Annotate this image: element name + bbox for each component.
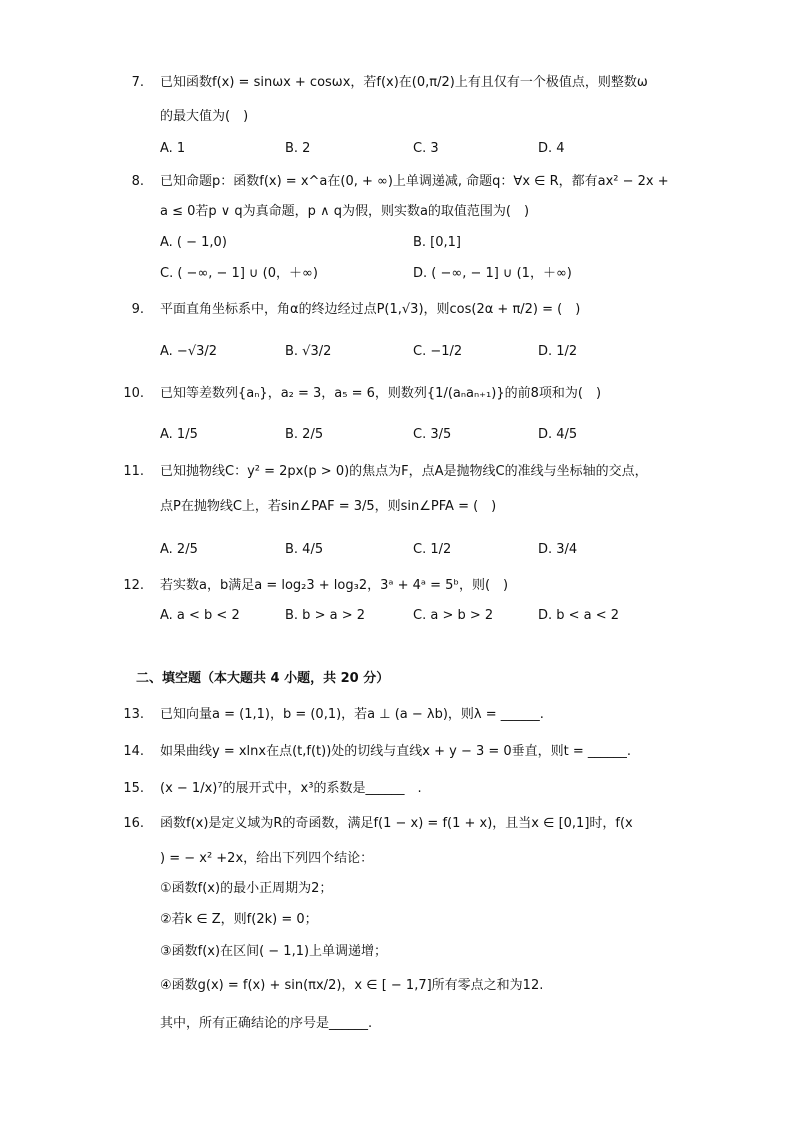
question-11-option-b: B. 4/5: [285, 542, 324, 557]
question-7-number: 7.: [131, 75, 144, 90]
question-15-number: 15.: [123, 781, 144, 796]
question-10-option-d: D. 4/5: [538, 427, 578, 442]
question-16-conclusion-1: ①函数f(x)的最小正周期为2；: [160, 881, 333, 896]
question-7-stem-line1: 已知函数f(x) = sinωx + cosωx，若f(x)在(0,π/2)上有且仅有一个极值点，则整数ω: [160, 75, 648, 90]
question-10-option-b: B. 2/5: [285, 427, 324, 442]
question-7-option-d: D. 4: [538, 141, 565, 156]
question-10-option-c: C. 3/5: [413, 427, 452, 442]
question-11-number: 11.: [123, 464, 144, 479]
question-11-option-a: A. 2/5: [160, 542, 198, 557]
question-14-number: 14.: [123, 744, 144, 759]
question-7-option-b: B. 2: [285, 141, 311, 156]
question-12-option-b: B. b > a > 2: [285, 608, 365, 623]
question-12-option-d: D. b < a < 2: [538, 608, 620, 623]
question-14-stem-line1: 如果曲线y = xlnx在点(t,f(t))处的切线与直线x + y − 3 = 0垂直，则t = ______.: [160, 744, 632, 759]
question-16-final-line: 其中，所有正确结论的序号是______.: [160, 1016, 373, 1031]
question-16-conclusion-2: ②若k ∈ Z，则f(2k) = 0；: [160, 912, 318, 927]
question-12-stem-line1: 若实数a，b满足a = log₂3 + log₃2，3ᵃ + 4ᵃ = 5ᵇ，则( ): [160, 578, 509, 593]
question-10-number: 10.: [123, 386, 144, 401]
question-12-option-c: C. a > b > 2: [413, 608, 494, 623]
question-8-stem-line2: a ≤ 0若p ∨ q为真命题，p ∧ q为假，则实数a的取值范围为( ): [160, 204, 530, 219]
question-10-option-a: A. 1/5: [160, 427, 198, 442]
question-9-option-a: A. −√3/2: [160, 344, 218, 359]
question-9-number: 9.: [131, 302, 144, 317]
question-11-stem-line1: 已知抛物线C：y² = 2px(p > 0)的焦点为F，点A是抛物线C的准线与坐标轴的交点，: [160, 464, 648, 479]
question-7-option-c: C. 3: [413, 141, 439, 156]
question-8-option-b: B. [0,1]: [413, 235, 462, 250]
question-16-number: 16.: [123, 816, 144, 831]
question-8-option-c: C. ( −∞, − 1] ∪ (0，＋∞): [160, 266, 318, 281]
question-13-stem-line1: 已知向量a = (1,1)，b = (0,1)，若a ⊥ (a − λb)，则λ = ______.: [160, 707, 544, 722]
question-12-number: 12.: [123, 578, 144, 593]
question-11-option-d: D. 3/4: [538, 542, 578, 557]
question-13-number: 13.: [123, 707, 144, 722]
question-8-stem-line1: 已知命题p：函数f(x) = x^a在(0, + ∞)上单调递减, 命题q：∀x ∈ R，都有ax² − 2x +: [160, 174, 669, 189]
section-2-heading: 二、填空题（本大题共 4 小题，共 20 分）: [136, 671, 390, 686]
question-11-option-c: C. 1/2: [413, 542, 452, 557]
question-9-option-d: D. 1/2: [538, 344, 578, 359]
question-8-option-a: A. ( − 1,0): [160, 235, 227, 250]
question-15-stem-line1: (x − 1/x)⁷的展开式中，x³的系数是______ .: [160, 781, 422, 796]
question-16-stem-line1: 函数f(x)是定义域为R的奇函数，满足f(1 − x) = f(1 + x)，且当x ∈ [0,1]时，f(x: [160, 816, 633, 831]
question-7-option-a: A. 1: [160, 141, 186, 156]
question-16-conclusion-4: ④函数g(x) = f(x) + sin(πx/2)，x ∈ [ − 1,7]所有零点之和为12.: [160, 978, 544, 993]
question-16-stem-line2: ) = − x² +2x，给出下列四个结论：: [160, 851, 374, 866]
question-7-stem-line2: 的最大值为( ): [160, 109, 249, 124]
question-8-number: 8.: [131, 174, 144, 189]
question-10-stem-line1: 已知等差数列{aₙ}，a₂ = 3，a₅ = 6，则数列{1/(aₙaₙ₊₁)}的前8项和为( ): [160, 386, 602, 401]
question-9-stem-line1: 平面直角坐标系中，角α的终边经过点P(1,√3)，则cos(2α + π/2) = ( ): [160, 302, 581, 317]
question-12-option-a: A. a < b < 2: [160, 608, 240, 623]
question-9-option-b: B. √3/2: [285, 344, 332, 359]
question-8-option-d: D. ( −∞, − 1] ∪ (1，＋∞): [413, 266, 572, 281]
question-9-option-c: C. −1/2: [413, 344, 463, 359]
question-16-conclusion-3: ③函数f(x)在区间( − 1,1)上单调递增；: [160, 944, 388, 959]
question-11-stem-line2: 点P在抛物线C上，若sin∠PAF = 3/5，则sin∠PFA = ( ): [160, 499, 497, 514]
